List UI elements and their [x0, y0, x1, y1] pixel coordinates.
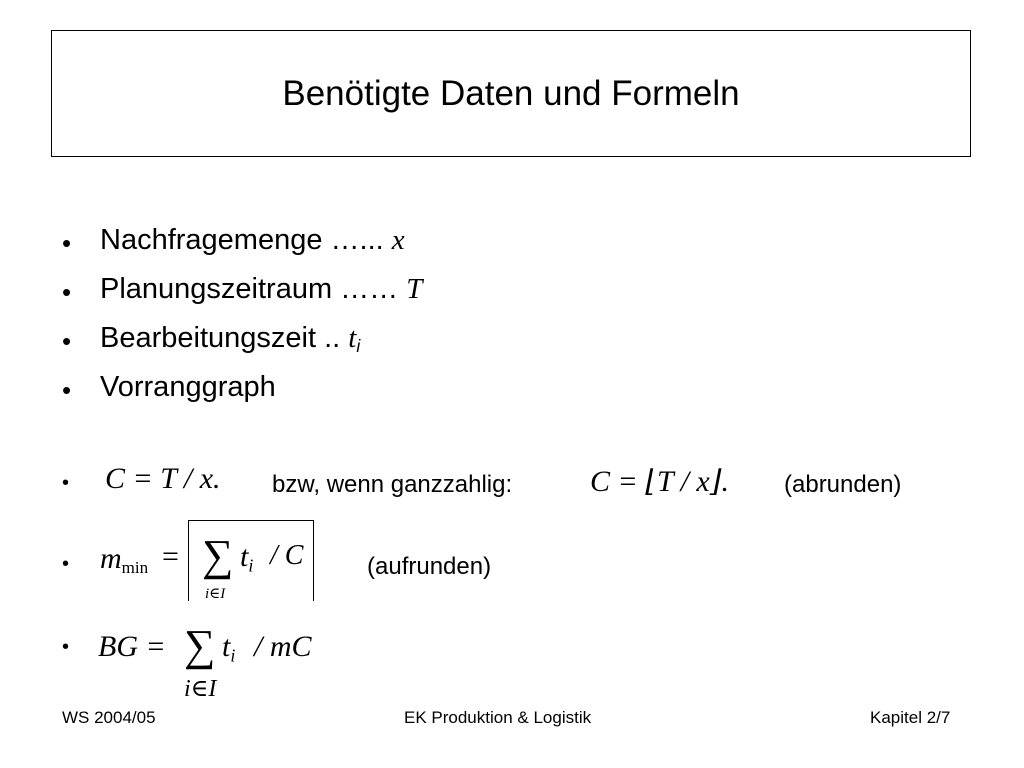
- item-subscript: i: [356, 336, 361, 357]
- formula-cycle-time-integer: C = ⌊T / x⌋.: [590, 465, 729, 498]
- sum-index: i∈I: [184, 676, 217, 702]
- slide-title: Benötigte Daten und Formeln: [282, 73, 740, 113]
- formula-efficiency: [98, 620, 338, 704]
- item-label: Vorranggraph: [100, 371, 276, 403]
- bullet-icon: •: [62, 553, 70, 575]
- formula-lhs: BG =: [98, 630, 166, 663]
- item-label: Nachfragemenge …...: [100, 224, 384, 256]
- formula-min-stations: [100, 518, 330, 604]
- list-item-planungszeitraum: [100, 273, 422, 306]
- list-item-bearbeitungszeit: [100, 322, 360, 357]
- title-box: [51, 30, 971, 157]
- sum-icon: ∑: [184, 621, 216, 670]
- formula-connector-text: bzw, wenn ganzzahlig:: [272, 471, 513, 498]
- note-aufrunden: (aufrunden): [367, 553, 492, 580]
- equals-sign: =: [162, 540, 179, 573]
- list-item-nachfragemenge: [100, 224, 405, 257]
- list-item-vorranggraph: [100, 371, 276, 404]
- sum-index: i∈I: [205, 586, 226, 602]
- footer-left: WS 2004/05: [62, 708, 156, 727]
- bullet-icon: •: [62, 277, 72, 307]
- sum-divisor: / mC: [254, 630, 312, 663]
- formula-lhs: mmin: [100, 542, 149, 578]
- note-abrunden: (abrunden): [784, 471, 902, 498]
- item-variable: t: [348, 322, 357, 354]
- footer-center: EK Produktion & Logistik: [404, 708, 592, 727]
- sum-divisor: / C: [270, 540, 304, 571]
- sum-body: $t_i$: [240, 540, 254, 576]
- bullet-icon: •: [62, 375, 72, 405]
- bullet-icon: •: [62, 636, 70, 658]
- item-variable: T: [406, 273, 423, 305]
- bullet-icon: •: [62, 326, 72, 356]
- sum-body: $t_i$: [222, 630, 236, 666]
- item-label: Planungszeitraum ……: [100, 273, 399, 305]
- item-label: Bearbeitungszeit ..: [100, 322, 341, 354]
- item-variable: x: [391, 224, 405, 256]
- formula-cycle-time: C = T / x.: [105, 462, 221, 495]
- bullet-icon: •: [62, 472, 70, 494]
- sum-icon: ∑: [202, 531, 234, 580]
- bullet-icon: •: [62, 228, 72, 258]
- footer-right: Kapitel 2/7: [870, 708, 951, 727]
